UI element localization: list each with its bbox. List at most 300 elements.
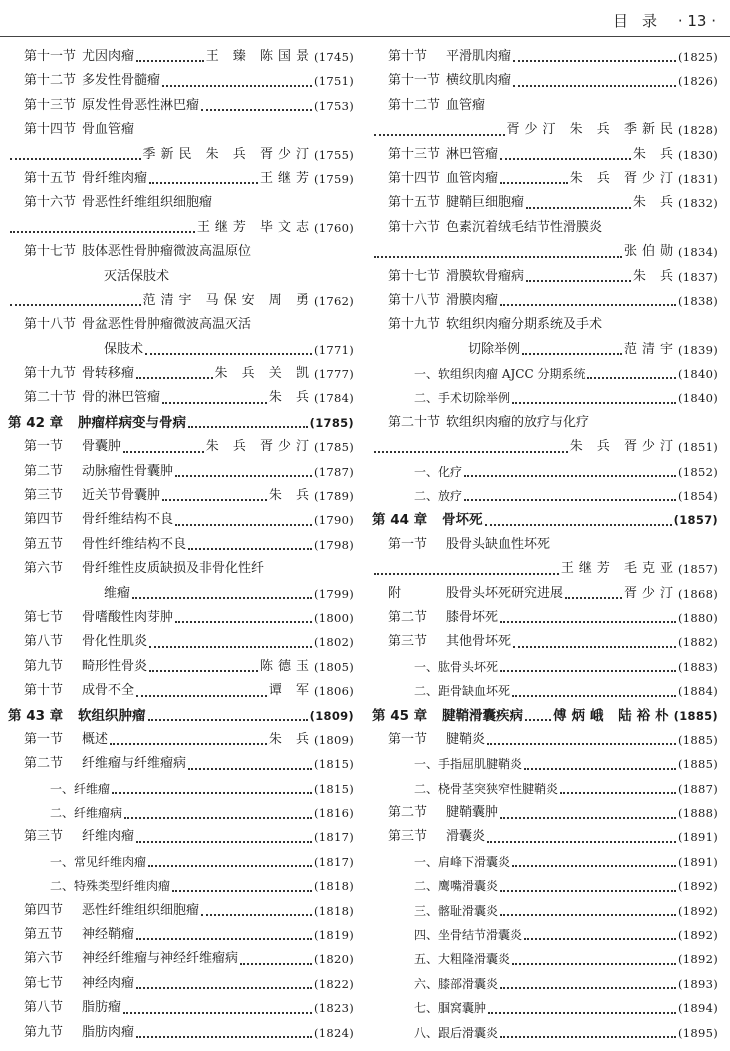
entry-page: (1891) xyxy=(677,830,718,845)
toc-entry[interactable] xyxy=(8,899,354,923)
toc-entry[interactable] xyxy=(8,850,354,874)
entry-title: 股骨头缺血性坏死 xyxy=(446,536,551,552)
leader-dots xyxy=(175,474,312,477)
entry-title: 一、软组织肉瘤 AJCC 分期系统 xyxy=(414,367,586,382)
entry-title: 滑膜软骨瘤病 xyxy=(446,268,525,284)
entry-page: (1837) xyxy=(677,269,718,284)
toc-entry[interactable] xyxy=(8,826,354,850)
toc-entry[interactable] xyxy=(372,143,718,167)
entry-page: (1831) xyxy=(677,171,718,186)
leader-dots xyxy=(10,157,141,160)
entry-title: 股骨头坏死研究进展 xyxy=(446,585,564,601)
entry-number: 第十九节 xyxy=(24,366,77,382)
toc-entry[interactable] xyxy=(372,630,718,654)
entry-author: 王 臻 陈国景 xyxy=(205,48,314,64)
entry-title: 肿瘤样病变与骨病 xyxy=(78,414,186,431)
entry-page: (1818) xyxy=(313,903,354,918)
leader-dots xyxy=(500,913,676,916)
toc-entry[interactable] xyxy=(8,265,354,289)
entry-author: 朱 兵 胥少汀 xyxy=(569,170,678,186)
entry-number: 第三节 xyxy=(388,634,428,650)
entry-number: 第十节 xyxy=(24,683,64,699)
entry-title: 血管瘤 xyxy=(446,97,486,113)
entry-number: 第十四节 xyxy=(388,170,441,186)
leader-dots xyxy=(149,181,258,184)
entry-title: 一、肱骨头坏死 xyxy=(414,659,499,674)
entry-page: (1834) xyxy=(677,245,718,260)
entry-page: (1818) xyxy=(313,879,354,894)
toc-entry[interactable] xyxy=(8,996,354,1020)
entry-page: (1809) xyxy=(309,708,354,723)
entry-title: 动脉瘤性骨囊肿 xyxy=(82,463,174,479)
entry-page: (1806) xyxy=(313,684,354,699)
entry-title: 骨性纤维结构不良 xyxy=(82,536,187,552)
leader-dots xyxy=(374,572,559,575)
toc-entry[interactable] xyxy=(372,972,718,996)
leader-dots xyxy=(525,718,551,721)
entry-page: (1851) xyxy=(677,440,718,455)
entry-title: 一、手指屈肌腱鞘炎 xyxy=(414,757,523,772)
entry-page: (1888) xyxy=(677,806,718,821)
toc-entry[interactable] xyxy=(8,191,354,215)
entry-number: 第十四节 xyxy=(24,122,77,138)
entry-title: 恶性纤维组织细胞瘤 xyxy=(82,902,200,918)
entry-title: 灭活保肢术 xyxy=(104,268,170,284)
entry-page: (1892) xyxy=(677,903,718,918)
entry-author: 范清宇 xyxy=(623,341,678,357)
toc-entry[interactable] xyxy=(372,947,718,971)
entry-title: 软组织肉瘤分期系统及手术 xyxy=(446,317,603,333)
toc-entry[interactable] xyxy=(372,386,718,410)
toc-entry[interactable] xyxy=(372,996,718,1020)
toc-entry[interactable] xyxy=(8,240,354,264)
leader-dots xyxy=(464,474,676,477)
entry-number: 第二节 xyxy=(388,805,428,821)
leader-dots xyxy=(464,498,676,501)
entry-page: (1852) xyxy=(677,464,718,479)
entry-number: 第十节 xyxy=(388,48,428,64)
entry-page: (1820) xyxy=(313,952,354,967)
leader-dots xyxy=(374,255,622,258)
entry-page: (1887) xyxy=(677,781,718,796)
entry-title: 膝骨坏死 xyxy=(446,609,499,625)
entry-title: 腱鞘炎 xyxy=(446,731,486,747)
leader-dots xyxy=(136,986,312,989)
entry-title: 骨纤维肉瘤 xyxy=(82,170,148,186)
leader-dots xyxy=(149,669,258,672)
toc-entry[interactable] xyxy=(372,94,718,118)
toc-entry[interactable] xyxy=(372,874,718,898)
entry-title: 三、髂耻滑囊炎 xyxy=(414,903,499,918)
entry-page: (1895) xyxy=(677,1025,718,1040)
entry-title: 腱鞘囊肿 xyxy=(446,805,499,821)
entry-title: 一、化疗 xyxy=(414,464,463,479)
toc-entry[interactable] xyxy=(8,289,354,313)
toc-entry[interactable] xyxy=(372,460,718,484)
entry-page: (1809) xyxy=(313,732,354,747)
entry-title: 成骨不全 xyxy=(82,683,135,699)
toc-entry[interactable] xyxy=(372,752,718,776)
toc-entry[interactable] xyxy=(8,216,354,240)
leader-dots xyxy=(524,767,676,770)
leader-dots xyxy=(512,401,676,404)
toc-entry[interactable] xyxy=(372,435,718,459)
entry-title: 肢体恶性骨肿瘤微波高温原位 xyxy=(82,244,252,260)
leader-dots xyxy=(175,523,312,526)
entry-page: (1884) xyxy=(677,684,718,699)
entry-author: 王继芳 毕文志 xyxy=(196,219,314,235)
leader-dots xyxy=(10,230,195,233)
entry-title: 纤维肉瘤 xyxy=(82,829,135,845)
entry-author: 王继芳 xyxy=(259,170,314,186)
toc-entry[interactable] xyxy=(8,460,354,484)
toc-chapter-entry[interactable] xyxy=(8,411,354,435)
entry-page: (1885) xyxy=(673,708,718,723)
leader-dots xyxy=(123,1011,312,1014)
entry-number: 第十一节 xyxy=(388,73,441,89)
entry-number: 第十八节 xyxy=(24,317,77,333)
entry-number: 第三节 xyxy=(388,829,428,845)
leader-dots xyxy=(565,596,622,599)
entry-title: 二、纤维瘤病 xyxy=(50,806,123,821)
toc-entry[interactable] xyxy=(8,313,354,337)
toc-chapter-entry[interactable] xyxy=(8,704,354,728)
entry-number: 附 xyxy=(388,585,402,601)
toc-entry[interactable] xyxy=(372,45,718,69)
entry-page: (1817) xyxy=(313,854,354,869)
leader-dots xyxy=(112,791,312,794)
leader-dots xyxy=(500,620,676,623)
entry-author: 季新民 朱 兵 胥少汀 xyxy=(142,146,314,162)
entry-title: 骨转移瘤 xyxy=(82,366,135,382)
leader-dots xyxy=(513,59,676,62)
entry-number: 第九节 xyxy=(24,658,64,674)
toc-entry[interactable] xyxy=(372,338,718,362)
toc-entry[interactable] xyxy=(372,728,718,752)
entry-number: 第三节 xyxy=(24,829,64,845)
leader-dots xyxy=(201,913,312,916)
toc-entry[interactable] xyxy=(372,362,718,386)
toc-entry[interactable] xyxy=(372,118,718,142)
entry-title: 一、常见纤维肉瘤 xyxy=(50,854,147,869)
entry-title: 二、放疗 xyxy=(414,489,463,504)
toc-entry[interactable] xyxy=(8,923,354,947)
leader-dots xyxy=(162,401,267,404)
entry-page: (1824) xyxy=(313,1025,354,1040)
toc-entry[interactable] xyxy=(372,240,718,264)
entry-page: (1819) xyxy=(313,928,354,943)
entry-author: 陈德玉 xyxy=(259,658,314,674)
entry-page: (1755) xyxy=(313,147,354,162)
toc-entry[interactable] xyxy=(8,338,354,362)
entry-title: 骨嗜酸性肉芽肿 xyxy=(82,609,174,625)
entry-title: 滑膜肉瘤 xyxy=(446,292,499,308)
entry-title: 四、坐骨结节滑囊炎 xyxy=(414,928,523,943)
leader-dots xyxy=(487,742,676,745)
entry-number: 第十五节 xyxy=(24,170,77,186)
toc-entry[interactable] xyxy=(372,777,718,801)
entry-title: 骨纤维性皮质缺损及非骨化性纤 xyxy=(82,561,265,577)
entry-number: 第十七节 xyxy=(24,244,77,260)
entry-title: 脂肪肉瘤 xyxy=(82,1024,135,1040)
entry-number: 第七节 xyxy=(24,609,64,625)
toc-entry[interactable] xyxy=(372,216,718,240)
entry-page: (1839) xyxy=(677,342,718,357)
entry-page: (1798) xyxy=(313,537,354,552)
entry-page: (1784) xyxy=(313,391,354,406)
toc-entry[interactable] xyxy=(8,508,354,532)
leader-dots xyxy=(124,816,312,819)
leader-dots xyxy=(136,376,213,379)
toc-entry[interactable] xyxy=(8,874,354,898)
entry-page: (1830) xyxy=(677,147,718,162)
toc-entry[interactable] xyxy=(8,728,354,752)
entry-page: (1840) xyxy=(677,391,718,406)
toc-entry[interactable] xyxy=(8,655,354,679)
leader-dots xyxy=(148,864,312,867)
toc-entry[interactable] xyxy=(8,972,354,996)
leader-dots xyxy=(145,352,312,355)
toc-entry[interactable] xyxy=(372,557,718,581)
entry-number: 第九节 xyxy=(24,1024,64,1040)
entry-page: (1789) xyxy=(313,489,354,504)
toc-entry[interactable] xyxy=(372,850,718,874)
entry-page: (1883) xyxy=(677,659,718,674)
toc-entry[interactable] xyxy=(8,435,354,459)
entry-page: (1822) xyxy=(313,976,354,991)
entry-number: 第三节 xyxy=(24,488,64,504)
toc-entry[interactable] xyxy=(372,826,718,850)
entry-title: 六、膝部滑囊炎 xyxy=(414,976,499,991)
entry-page: (1790) xyxy=(313,513,354,528)
entry-page: (1805) xyxy=(313,659,354,674)
leader-dots xyxy=(526,279,631,282)
toc-entry[interactable] xyxy=(8,801,354,825)
entry-number: 第十三节 xyxy=(24,97,77,113)
entry-page: (1868) xyxy=(677,586,718,601)
entry-title: 色素沉着绒毛结节性滑膜炎 xyxy=(446,219,603,235)
entry-number: 第六节 xyxy=(24,951,64,967)
entry-author: 朱 兵 xyxy=(268,488,314,504)
entry-page: (1892) xyxy=(677,928,718,943)
entry-title: 保肢术 xyxy=(104,341,144,357)
entry-page: (1760) xyxy=(313,220,354,235)
entry-page: (1892) xyxy=(677,879,718,894)
leader-dots xyxy=(148,718,308,721)
toc-entry[interactable] xyxy=(8,752,354,776)
entry-number: 第八节 xyxy=(24,1000,64,1016)
leader-dots xyxy=(10,303,141,306)
entry-title: 横纹肌肉瘤 xyxy=(446,73,512,89)
toc-entry[interactable] xyxy=(8,362,354,386)
leader-dots xyxy=(188,767,312,770)
entry-number: 第十八节 xyxy=(388,292,441,308)
toc-entry[interactable] xyxy=(372,801,718,825)
toc-entry[interactable] xyxy=(372,69,718,93)
leader-dots xyxy=(526,206,631,209)
leader-dots xyxy=(512,694,676,697)
entry-page: (1826) xyxy=(677,74,718,89)
toc-entry[interactable] xyxy=(8,557,354,581)
entry-page: (1787) xyxy=(313,464,354,479)
entry-title: 多发性骨髓瘤 xyxy=(82,73,161,89)
entry-page: (1882) xyxy=(677,635,718,650)
entry-number: 第十九节 xyxy=(388,317,441,333)
toc-entry[interactable] xyxy=(8,94,354,118)
entry-number: 第五节 xyxy=(24,536,64,552)
toc-entry[interactable] xyxy=(8,533,354,557)
entry-title: 一、肩峰下滑囊炎 xyxy=(414,854,511,869)
leader-dots xyxy=(162,84,312,87)
toc-entry[interactable] xyxy=(8,167,354,191)
entry-number: 第七节 xyxy=(24,975,64,991)
entry-author: 朱 兵 xyxy=(268,390,314,406)
toc-entry[interactable] xyxy=(372,411,718,435)
entry-page: (1857) xyxy=(673,513,718,528)
entry-number: 第二十节 xyxy=(388,414,441,430)
entry-page: (1885) xyxy=(677,732,718,747)
entry-page: (1825) xyxy=(677,49,718,64)
entry-page: (1892) xyxy=(677,952,718,967)
entry-number: 第十三节 xyxy=(388,146,441,162)
toc-entry[interactable] xyxy=(372,533,718,557)
entry-title: 滑囊炎 xyxy=(446,829,486,845)
entry-number: 第二十节 xyxy=(24,390,77,406)
toc-entry[interactable] xyxy=(8,777,354,801)
entry-author: 朱 兵 胥少汀 xyxy=(205,439,314,455)
toc-entry[interactable] xyxy=(372,923,718,947)
toc-entry[interactable] xyxy=(8,45,354,69)
entry-title: 骨的淋巴管瘤 xyxy=(82,390,161,406)
entry-author: 朱 兵 xyxy=(632,268,678,284)
toc-entry[interactable] xyxy=(372,313,718,337)
leader-dots xyxy=(500,157,631,160)
entry-number: 第十二节 xyxy=(388,97,441,113)
toc-entry[interactable] xyxy=(372,289,718,313)
leader-dots xyxy=(524,937,676,940)
toc-entry[interactable] xyxy=(372,1021,718,1045)
entry-number: 第一节 xyxy=(388,536,428,552)
entry-page: (1828) xyxy=(677,123,718,138)
leader-dots xyxy=(188,547,312,550)
toc-column-left xyxy=(8,45,354,1045)
leader-dots xyxy=(587,376,675,379)
leader-dots xyxy=(522,352,622,355)
toc-entry[interactable] xyxy=(372,191,718,215)
leader-dots xyxy=(513,84,676,87)
entry-page: (1857) xyxy=(677,562,718,577)
toc-entry[interactable] xyxy=(8,947,354,971)
toc-entry[interactable] xyxy=(372,582,718,606)
toc-entry[interactable] xyxy=(8,1021,354,1045)
toc-entry[interactable] xyxy=(8,118,354,142)
leader-dots xyxy=(175,620,312,623)
leader-dots xyxy=(240,962,312,965)
entry-page: (1891) xyxy=(677,854,718,869)
toc-entry[interactable] xyxy=(8,606,354,630)
toc-column-right xyxy=(372,45,718,1045)
header-rule xyxy=(0,36,730,37)
entry-number: 第十二节 xyxy=(24,73,77,89)
toc-entry[interactable] xyxy=(8,582,354,606)
entry-number: 第八节 xyxy=(24,634,64,650)
entry-title: 血管肉瘤 xyxy=(446,170,499,186)
entry-author: 朱 兵 关 凯 xyxy=(214,366,314,382)
entry-title: 骨盆恶性骨肿瘤微波高温灭活 xyxy=(82,317,252,333)
toc-chapter-entry[interactable] xyxy=(372,508,718,532)
entry-author: 朱 兵 xyxy=(632,146,678,162)
toc-entry[interactable] xyxy=(372,899,718,923)
header-page-number: · 13 · xyxy=(677,12,716,30)
entry-page: (1815) xyxy=(313,757,354,772)
entry-number: 第四节 xyxy=(24,902,64,918)
entry-number: 第一节 xyxy=(24,731,64,747)
entry-page: (1802) xyxy=(313,635,354,650)
leader-dots xyxy=(513,645,676,648)
leader-dots xyxy=(136,937,312,940)
toc-entry[interactable] xyxy=(8,143,354,167)
toc-entry[interactable] xyxy=(372,655,718,679)
toc-entry[interactable] xyxy=(372,484,718,508)
entry-title: 神经纤维瘤与神经纤维瘤病 xyxy=(82,951,239,967)
leader-dots xyxy=(162,498,267,501)
entry-title: 骨坏死 xyxy=(442,512,483,529)
toc-entry[interactable] xyxy=(372,265,718,289)
toc-entry[interactable] xyxy=(8,630,354,654)
entry-author: 朱 兵 xyxy=(268,731,314,747)
entry-title: 二、桡骨茎突狭窄性腱鞘炎 xyxy=(414,781,559,796)
toc-entry[interactable] xyxy=(8,386,354,410)
toc-entry[interactable] xyxy=(8,69,354,93)
entry-page: (1893) xyxy=(677,976,718,991)
entry-number: 第一节 xyxy=(24,439,64,455)
entry-title: 软组织肉瘤的放疗与化疗 xyxy=(446,414,590,430)
entry-author: 范清宇 马保安 周 勇 xyxy=(142,292,314,308)
toc-entry[interactable] xyxy=(372,679,718,703)
entry-page: (1817) xyxy=(313,830,354,845)
entry-title: 神经肉瘤 xyxy=(82,975,135,991)
entry-page: (1838) xyxy=(677,293,718,308)
toc-entry[interactable] xyxy=(8,679,354,703)
entry-author: 王继芳 毛克亚 xyxy=(560,561,678,577)
entry-page: (1759) xyxy=(313,171,354,186)
entry-title: 八、跟后滑囊炎 xyxy=(414,1025,499,1040)
entry-title: 尤因肉瘤 xyxy=(82,48,135,64)
entry-title: 二、特殊类型纤维肉瘤 xyxy=(50,879,171,894)
toc-chapter-entry[interactable] xyxy=(372,704,718,728)
entry-number: 第二节 xyxy=(388,609,428,625)
leader-dots xyxy=(500,669,676,672)
entry-page: (1800) xyxy=(313,610,354,625)
entry-page: (1753) xyxy=(313,98,354,113)
entry-title: 淋巴管瘤 xyxy=(446,146,499,162)
toc-entry[interactable] xyxy=(372,167,718,191)
leader-dots xyxy=(374,450,568,453)
entry-page: (1840) xyxy=(677,367,718,382)
entry-title: 七、腘窝囊肿 xyxy=(414,1001,487,1016)
entry-page: (1785) xyxy=(313,440,354,455)
toc-entry[interactable] xyxy=(8,484,354,508)
page-header xyxy=(0,8,716,34)
entry-number: 第 45 章 xyxy=(372,707,428,724)
entry-page: (1751) xyxy=(313,74,354,89)
entry-title: 骨纤维结构不良 xyxy=(82,512,174,528)
entry-number: 第六节 xyxy=(24,561,64,577)
toc-entry[interactable] xyxy=(372,606,718,630)
entry-author: 傅炳峨 陆裕朴 xyxy=(552,707,674,724)
entry-number: 第 42 章 xyxy=(8,414,64,431)
leader-dots xyxy=(136,694,267,697)
